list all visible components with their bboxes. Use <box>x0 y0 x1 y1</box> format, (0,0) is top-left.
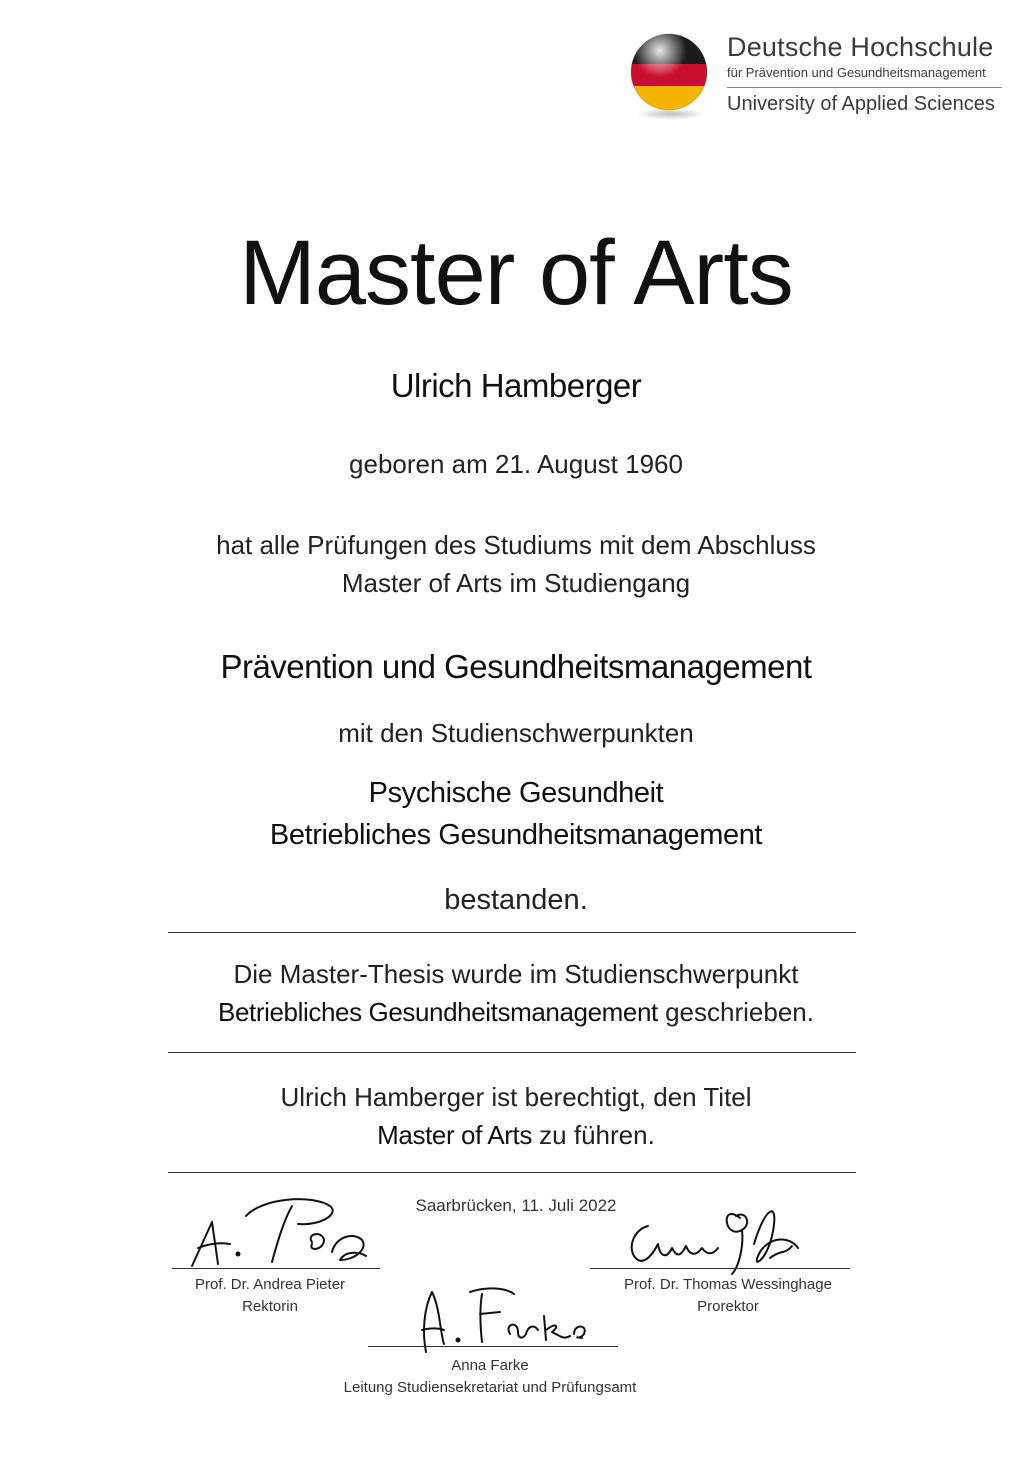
divider <box>168 1172 856 1173</box>
entitle-line-2 <box>0 1116 1032 1154</box>
signature-line-rector <box>172 1268 380 1269</box>
divider <box>168 1052 856 1053</box>
signatory-role: Prorektor <box>697 1298 759 1315</box>
logo-divider <box>727 87 1002 88</box>
signatory-name: Prof. Dr. Andrea Pieter <box>194 1276 346 1293</box>
university-logo-sphere <box>627 30 713 122</box>
exam-line-2: Master of Arts im Studiengang <box>341 568 691 598</box>
focus-areas <box>0 772 1032 856</box>
study-program: Prävention und Gesundheitsmanagement <box>220 648 812 685</box>
passed-text: bestanden. <box>444 884 588 916</box>
entitle-tail: zu führen. <box>531 1120 655 1150</box>
university-type: University of Applied Sciences <box>727 93 995 115</box>
university-name: Deutsche Hochschule <box>727 32 994 62</box>
divider <box>168 932 856 933</box>
university-subtitle: für Prävention und Gesundheitsmanagement <box>727 65 986 80</box>
title-entitlement <box>0 1078 1032 1154</box>
degree-title: Master of Arts <box>239 222 793 324</box>
signature-line-registrar <box>368 1346 618 1347</box>
focus-area-2: Betriebliches Gesundheitsmanagement <box>269 819 763 851</box>
thesis-focus: Betriebliches Gesundheitsmanagement <box>218 997 658 1027</box>
signatory-role: Leitung Studiensekretariat und Prüfungsamt <box>343 1379 637 1396</box>
signature-line-prorector <box>590 1268 850 1269</box>
signatory-role: Rektorin <box>242 1298 298 1315</box>
signatory-registrar <box>296 1355 684 1399</box>
signatory-rector <box>150 1274 390 1318</box>
entitle-line-1: Ulrich Hamberger ist berechtigt, den Titel <box>280 1082 752 1112</box>
university-logo-text <box>727 30 1002 116</box>
exam-statement <box>0 526 1032 602</box>
holder-name: Ulrich Hamberger <box>390 367 642 404</box>
place-and-date: Saarbrücken, 11. Juli 2022 <box>415 1196 617 1215</box>
thesis-tail: geschrieben. <box>657 997 814 1027</box>
signatory-name: Prof. Dr. Thomas Wessinghage <box>624 1276 832 1293</box>
signatory-prorector <box>590 1274 866 1318</box>
thesis-line-1: Die Master-Thesis wurde im Studienschwerpunkt <box>233 959 799 989</box>
exam-line-1: hat alle Prüfungen des Studiums mit dem Abschluss <box>216 530 816 560</box>
focus-area-1: Psychische Gesundheit <box>368 777 664 809</box>
signature-rector <box>180 1196 380 1270</box>
signatory-name: Anna Farke <box>451 1357 529 1374</box>
entitle-title: Master of Arts <box>377 1120 532 1150</box>
thesis-statement <box>0 955 1032 1031</box>
birth-date-line: geboren am 21. August 1960 <box>349 449 683 479</box>
signature-registrar <box>410 1284 600 1354</box>
focus-intro: mit den Studienschwerpunkten <box>338 718 694 748</box>
thesis-line-2 <box>0 993 1032 1031</box>
signature-prorector <box>620 1196 810 1276</box>
